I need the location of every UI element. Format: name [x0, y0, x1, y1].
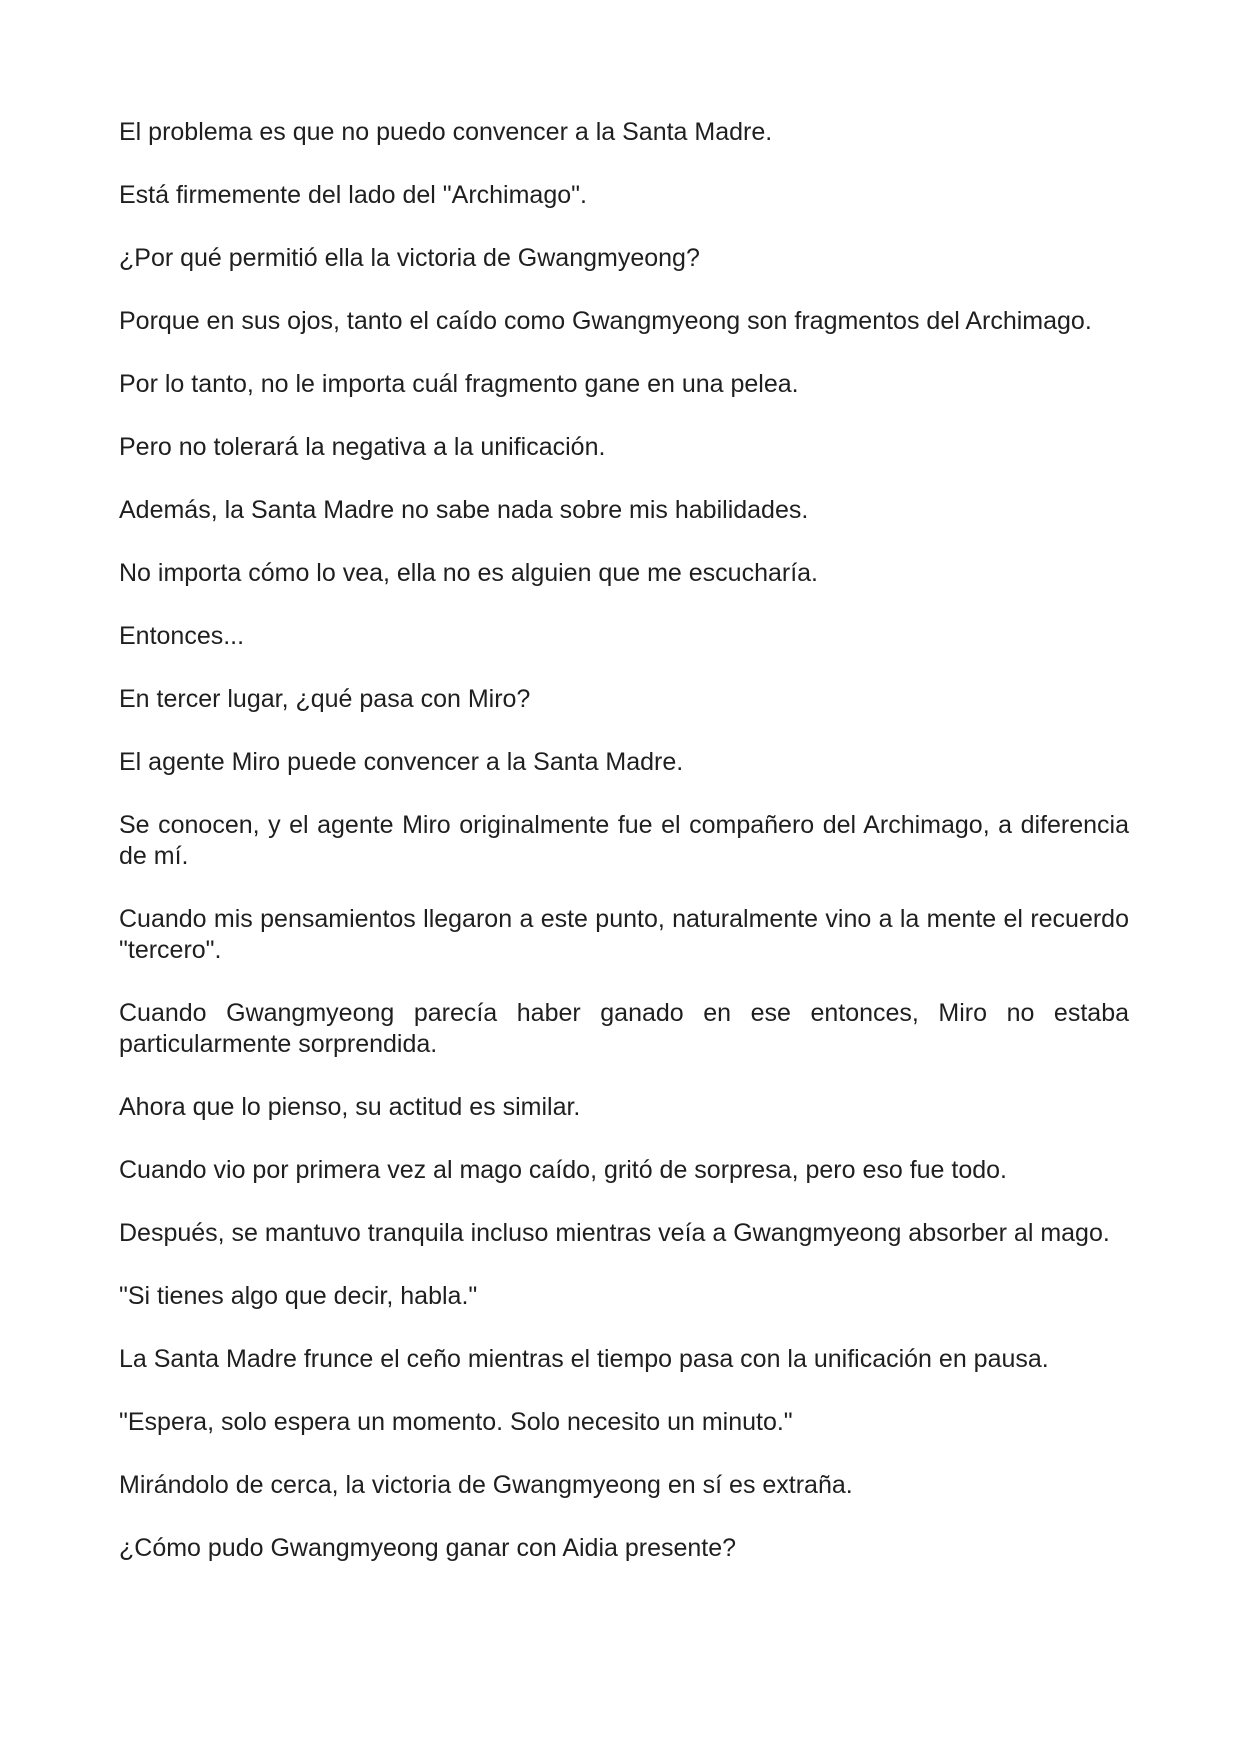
paragraph: Se conocen, y el agente Miro originalmente fue el compañero del Archimago, a diferencia de mí.: [119, 811, 1129, 870]
paragraph: ¿Cómo pudo Gwangmyeong ganar con Aidia presente?: [119, 1534, 737, 1562]
paragraph: El problema es que no puedo convencer a la Santa Madre.: [119, 118, 773, 146]
paragraph: Ahora que lo pienso, su actitud es similar.: [119, 1093, 581, 1121]
paragraph: "Espera, solo espera un momento. Solo necesito un minuto.": [119, 1408, 793, 1436]
paragraph: ¿Por qué permitió ella la victoria de Gwangmyeong?: [119, 244, 700, 272]
paragraph: Cuando vio por primera vez al mago caído, gritó de sorpresa, pero eso fue todo.: [119, 1156, 1008, 1184]
paragraph: La Santa Madre frunce el ceño mientras el tiempo pasa con la unificación en pausa.: [119, 1345, 1049, 1373]
paragraph: Además, la Santa Madre no sabe nada sobre mis habilidades.: [119, 496, 809, 524]
paragraph: No importa cómo lo vea, ella no es alguien que me escucharía.: [119, 559, 818, 587]
paragraph: Por lo tanto, no le importa cuál fragmento gane en una pelea.: [119, 370, 799, 398]
paragraph: Pero no tolerará la negativa a la unificación.: [119, 433, 606, 461]
paragraph: En tercer lugar, ¿qué pasa con Miro?: [119, 685, 531, 713]
paragraph: Cuando Gwangmyeong parecía haber ganado en ese entonces, Miro no estaba particularmente sorprendida.: [119, 999, 1129, 1058]
paragraph: Cuando mis pensamientos llegaron a este punto, naturalmente vino a la mente el recuerdo "tercero".: [119, 905, 1129, 964]
document-body: [119, 117, 1129, 1596]
paragraph: Entonces...: [119, 622, 245, 650]
paragraph: Después, se mantuvo tranquila incluso mientras veía a Gwangmyeong absorber al mago.: [119, 1219, 1110, 1247]
paragraph: "Si tienes algo que decir, habla.": [119, 1282, 478, 1310]
paragraph: Porque en sus ojos, tanto el caído como Gwangmyeong son fragmentos del Archimago.: [119, 307, 1092, 335]
paragraph: Mirándolo de cerca, la victoria de Gwangmyeong en sí es extraña.: [119, 1471, 853, 1499]
paragraph: El agente Miro puede convencer a la Santa Madre.: [119, 748, 684, 776]
paragraph: Está firmemente del lado del "Archimago".: [119, 181, 587, 209]
